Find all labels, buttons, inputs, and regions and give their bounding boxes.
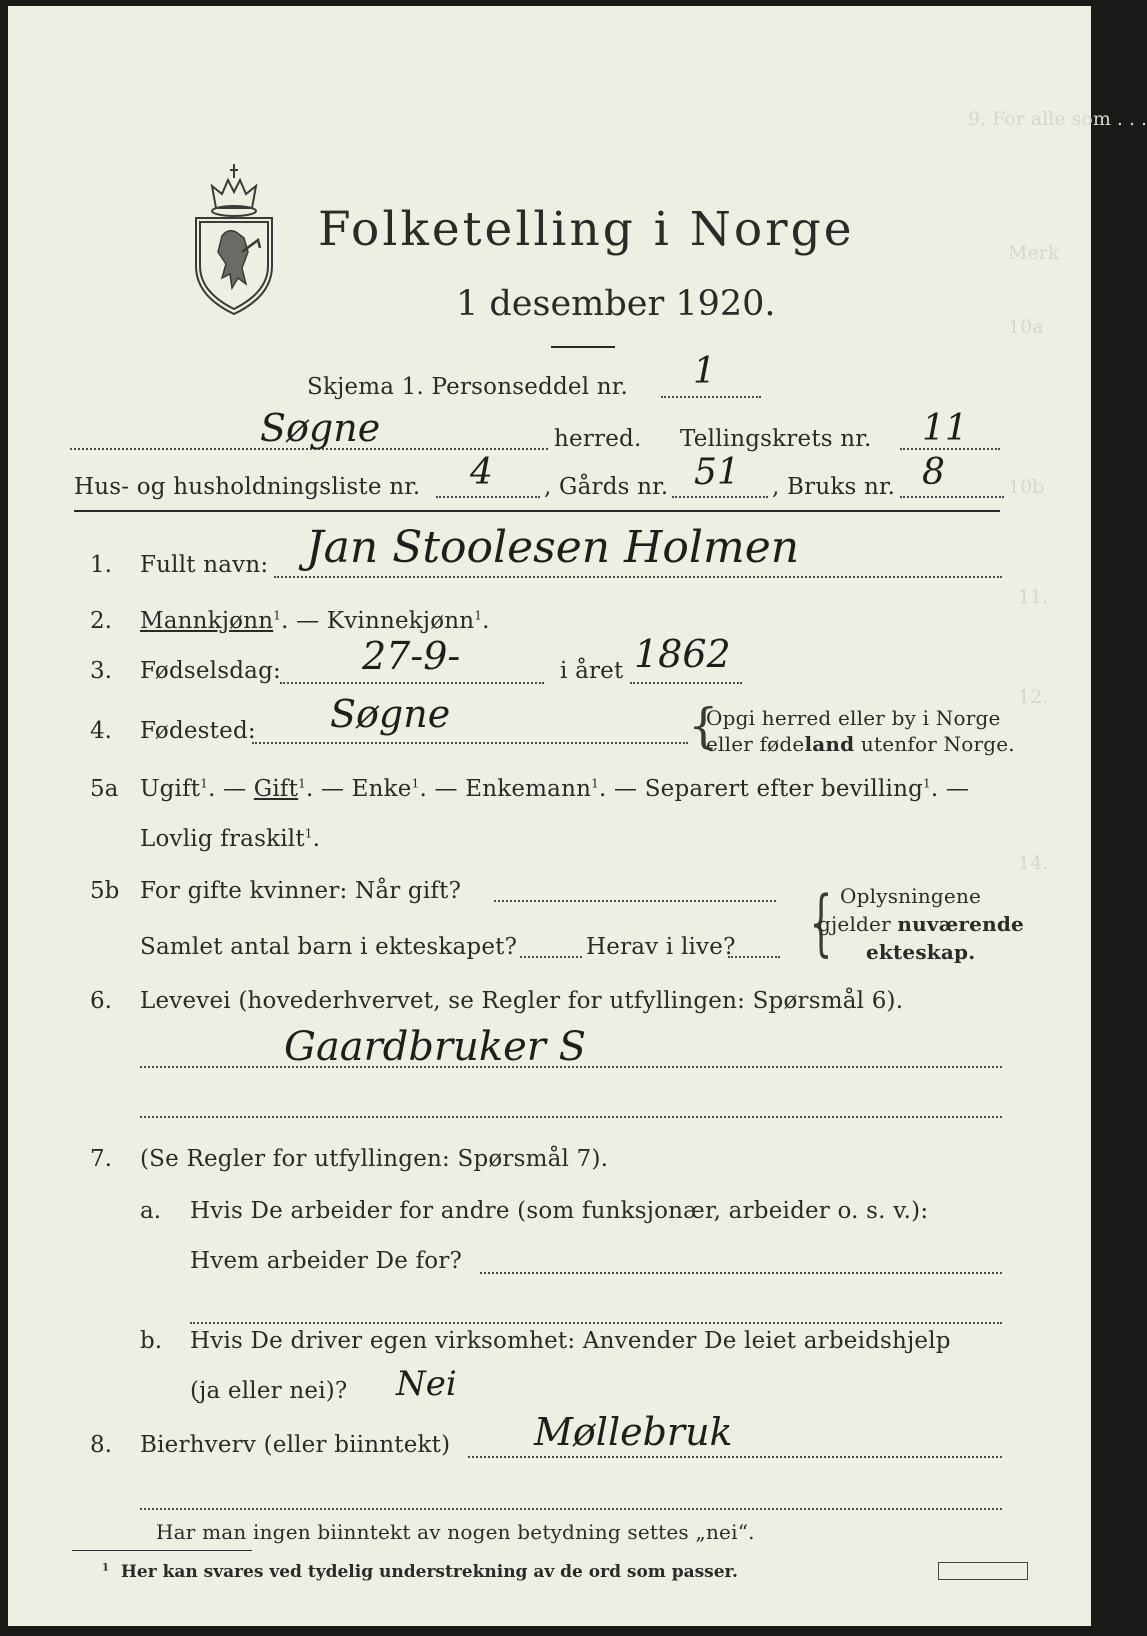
- full-name-label: Fullt navn:: [140, 552, 269, 578]
- birthdate-value[interactable]: 27-9-: [362, 634, 461, 678]
- marriage-note-line3: ekteskap.: [866, 940, 976, 964]
- schema-label: Skjema 1. Personseddel nr.: [307, 374, 628, 400]
- marital-option-unmarried[interactable]: Ugift: [140, 776, 201, 802]
- occupation-label: Levevei (hovederhvervet, se Regler for utfyllingen: Spørsmål 6).: [140, 988, 904, 1014]
- birthdate-line: [280, 682, 544, 684]
- marital-option-married[interactable]: Gift: [253, 776, 299, 802]
- hired-help-label: (ja eller nei)?: [190, 1378, 348, 1404]
- birth-year-line: [630, 682, 742, 684]
- holding-line: [900, 496, 1004, 498]
- q3-number: 3.: [90, 658, 112, 684]
- q7a-letter: a.: [140, 1198, 162, 1224]
- employer-line: [480, 1272, 1002, 1274]
- children-line: [520, 956, 582, 958]
- employer-line2: [190, 1322, 1002, 1324]
- farm-label: , Gårds nr.: [544, 474, 669, 500]
- holding-label: , Bruks nr.: [772, 474, 896, 500]
- marriage-note-brace: {: [809, 880, 833, 964]
- birthplace-line: [252, 742, 688, 744]
- q7a-text: Hvis De arbeider for andre (som funksjonær, arbeider o. s. v.):: [190, 1198, 929, 1224]
- q2-number: 2.: [90, 608, 112, 634]
- household-label: Hus- og husholdningsliste nr.: [74, 474, 421, 500]
- footnote-divider: [72, 1550, 252, 1551]
- norwegian-coat-of-arms-icon: [186, 156, 282, 318]
- header-divider: [74, 510, 1000, 512]
- household-value[interactable]: 4: [470, 452, 493, 493]
- farm-value[interactable]: 51: [694, 452, 740, 493]
- marital-status-options[interactable]: Ugift$^1$. — Gift$^1$. — Enke$^1$. — Enkemann$^1$. — Separert efter bevilling$^1$. —: [140, 776, 970, 802]
- occupation-line1: [140, 1066, 1002, 1068]
- full-name-value[interactable]: Jan Stoolesen Holmen: [306, 522, 800, 573]
- municipality-label: herred.: [554, 426, 642, 452]
- form-title: Folketelling i Norge: [318, 202, 855, 257]
- side-income-value[interactable]: Møllebruk: [534, 1410, 733, 1454]
- occupation-value[interactable]: Gaardbruker S: [284, 1024, 587, 1070]
- q5b-number: 5b: [90, 878, 120, 904]
- occupation-line2: [140, 1116, 1002, 1118]
- q1-number: 1.: [90, 552, 112, 578]
- person-number-value[interactable]: 1: [693, 351, 716, 392]
- sex-options[interactable]: Mannkjønn$^1$. — Kvinnekjønn$^1$.: [140, 608, 490, 634]
- q7b-letter: b.: [140, 1328, 163, 1354]
- children-alive-label: Herav i live?: [586, 934, 736, 960]
- side-income-note: Har man ingen biinntekt av nogen betydning settes „nei“.: [156, 1520, 755, 1544]
- birthplace-value[interactable]: Søgne: [330, 692, 451, 736]
- q5a-number: 5a: [90, 776, 119, 802]
- q7-number: 7.: [90, 1146, 112, 1172]
- municipality-value[interactable]: Søgne: [260, 406, 381, 450]
- district-label: Tellingskrets nr.: [680, 426, 872, 452]
- form-date: 1 desember 1920.: [456, 284, 776, 324]
- sex-separator: . —: [281, 608, 327, 634]
- district-value[interactable]: 11: [922, 408, 968, 449]
- birthplace-note-line1: Opgi herred eller by i Norge: [706, 706, 1001, 730]
- employer-label: Hvem arbeider De for?: [190, 1248, 463, 1274]
- marital-option-separated[interactable]: Separert efter bevilling: [644, 776, 924, 802]
- birthplace-note-brace: {: [688, 698, 719, 754]
- farm-line: [672, 496, 768, 498]
- q8-number: 8.: [90, 1432, 112, 1458]
- married-when-line: [494, 900, 776, 902]
- q7b-text: Hvis De driver egen virksomhet: Anvender De leiet arbeidshjelp: [190, 1328, 951, 1354]
- person-number-line: [661, 396, 761, 398]
- children-label: Samlet antal barn i ekteskapet?: [140, 934, 518, 960]
- side-income-label: Bierhverv (eller biinntekt): [140, 1432, 451, 1458]
- printer-stamp: [938, 1562, 1028, 1580]
- q7-label: (Se Regler for utfyllingen: Spørsmål 7).: [140, 1146, 609, 1172]
- q4-number: 4.: [90, 718, 112, 744]
- sex-option-male[interactable]: Mannkjønn: [140, 608, 274, 634]
- marriage-note-line2: gjelder nuværende: [818, 912, 1024, 936]
- census-form: 9. For alle som . . . Merk 10a 10b 11. 12. 14. Folketelling i Norge 1 desember 1920. Skjema 1. Personseddel nr. 1 Søgne herred. Tellingskrets nr. 11 Hus- og husholdningsliste nr. 4 , Gårds nr. 51 , Bruks nr. 8 1. Fullt navn: Jan Stoolesen Holmen 2. Mannkjønn$^1$. — Kvinnekjønn$^1$. 3. Fødselsdag: 27-9- i året 1862 4. Fødested: Søgne { Opgi herred eller by i Norge eller fødeland utenfor Norge. 5a Ugift$^1$. — Gift$^1$. — Enke$^1$. — Enkemann$^1$. — Separert efter bevilling$^1$. — Lovlig fraskilt$^1$. 5b For gifte kvinner: Når gift? Samlet antal barn i ekteskapet? Herav i live? { Oplysningene gjelder nuværende ekteskap. 6. Levevei (hovederhvervet, se Regler for utfyllingen: Spørsmål 6). Gaardbruker S 7. (Se Regler for utfyllingen: Spørsmål 7). a. Hvis De arbeider for andre (som funksjonær, arbeider o. s. v.): Hvem arbeider De for? b. Hvis De driver egen virksomhet: Anvender De leiet arbeidshjelp (ja eller nei)? Nei 8. Bierhverv (eller biinntekt) Møllebruk Har man ingen biinntekt av nogen betydning settes „nei“. $^1$ Her kan svares ved tydelig understrekning av de ord som passer.: [8, 6, 1091, 1626]
- full-name-line: [274, 576, 1002, 578]
- sex-end: .: [482, 608, 490, 634]
- household-line: [436, 496, 540, 498]
- holding-value[interactable]: 8: [922, 452, 945, 493]
- sex-option-female[interactable]: Kvinnekjønn: [326, 608, 475, 634]
- marital-option-divorced[interactable]: Lovlig fraskilt$^1$.: [140, 826, 321, 852]
- marital-option-widow[interactable]: Enke: [351, 776, 412, 802]
- side-income-line2: [140, 1508, 1002, 1510]
- footnote: $^1$ Her kan svares ved tydelig understrekning av de ord som passer.: [102, 1562, 738, 1582]
- birthdate-label: Fødselsdag:: [140, 658, 281, 684]
- birth-year-value[interactable]: 1862: [634, 632, 731, 676]
- birthplace-label: Fødested:: [140, 718, 256, 744]
- marital-option-widower[interactable]: Enkemann: [465, 776, 592, 802]
- side-income-line: [468, 1456, 1002, 1458]
- birth-year-label: i året: [560, 658, 624, 684]
- q6-number: 6.: [90, 988, 112, 1014]
- marriage-note-line1: Oplysningene: [840, 884, 982, 908]
- married-when-label: For gifte kvinner: Når gift?: [140, 878, 462, 904]
- hired-help-value[interactable]: Nei: [396, 1364, 457, 1404]
- title-divider: [551, 346, 615, 348]
- birthplace-note-line2: eller fødeland utenfor Norge.: [706, 732, 1015, 756]
- children-alive-line: [728, 956, 780, 958]
